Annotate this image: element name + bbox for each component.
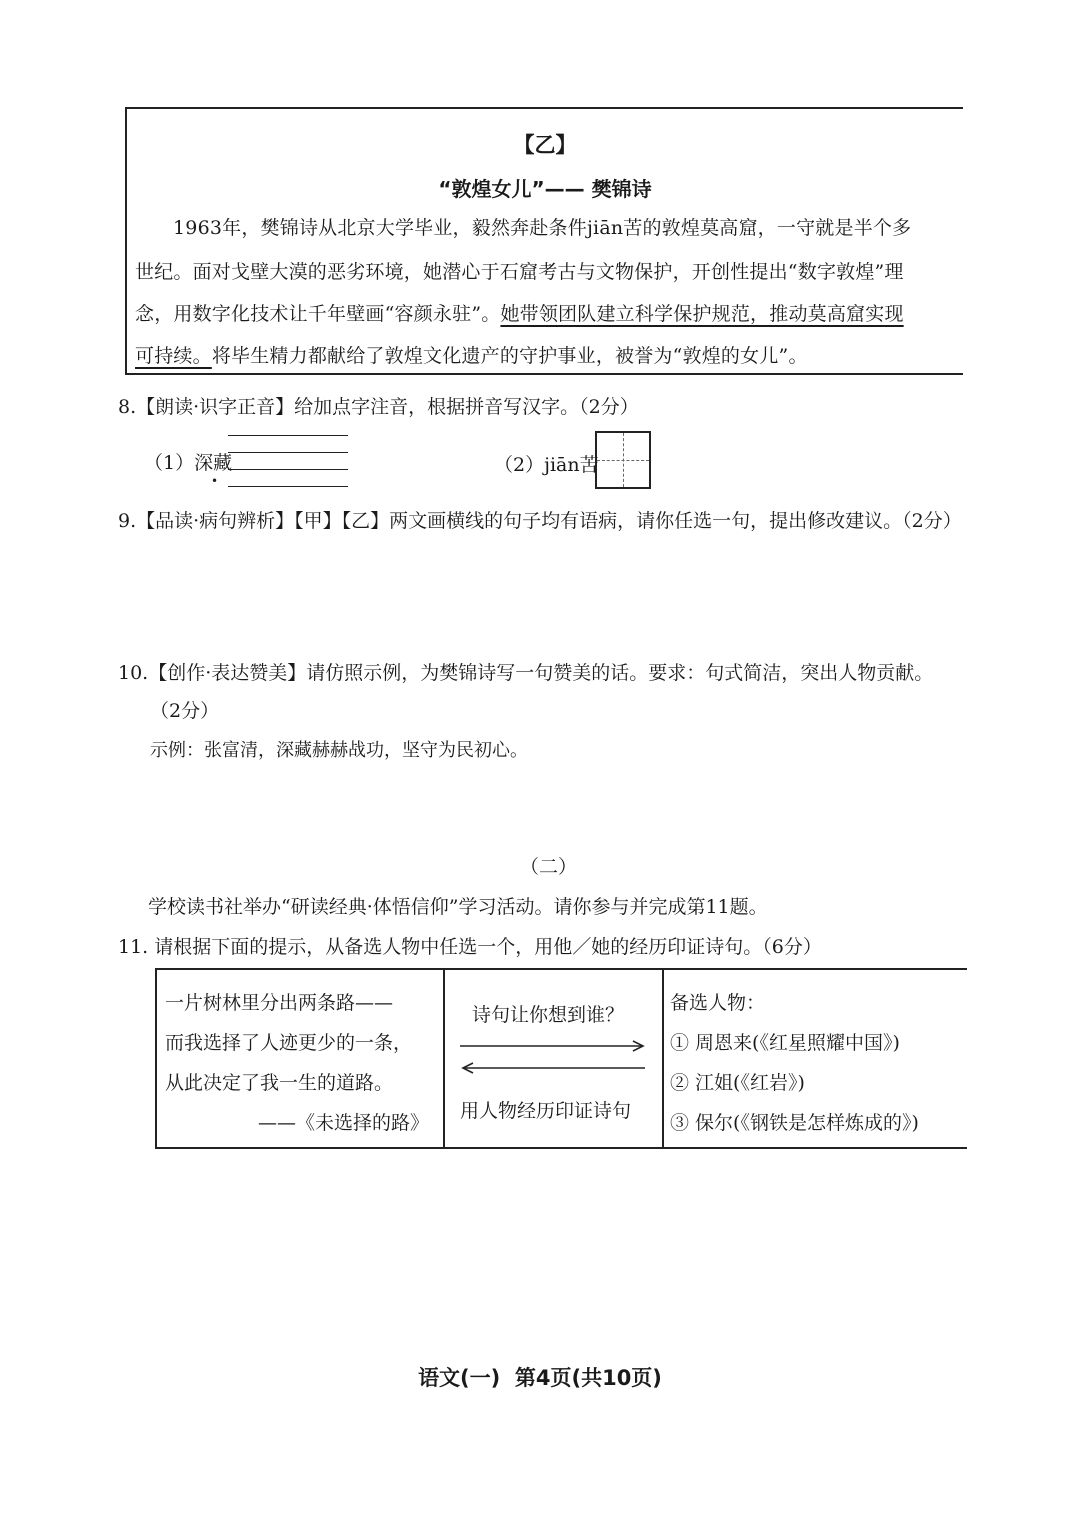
double-arrow-icon	[455, 1038, 650, 1078]
underlined-sentence-part1: 她带领团队建立科学保护规范，推动莫高窟实现	[500, 303, 904, 325]
section-heading: （二）	[520, 856, 578, 878]
question-8: 8.【朗读·识字正音】给加点字注音，根据拼音写汉字。（2分）	[118, 396, 639, 418]
passage-label: 【乙】	[513, 133, 577, 157]
character-writing-box[interactable]	[595, 431, 651, 489]
emphasis-dot: •	[211, 474, 219, 488]
page-footer: 语文(一) 第4页(共10页)	[418, 1366, 662, 1390]
arrow-bottom-label: 用人物经历印证诗句	[460, 1100, 632, 1122]
passage-box	[125, 107, 963, 375]
table-divider-1	[443, 968, 445, 1149]
answer-line-1c[interactable]	[228, 469, 348, 470]
passage-line-4-text: 将毕生精力都献给了敦煌文化遗产的守护事业，被誉为“敦煌的女儿”。	[211, 345, 808, 367]
poem-source: ——《未选择的路》	[258, 1112, 430, 1134]
passage-line-4	[135, 341, 808, 368]
q8-item-1: （1）深藏	[144, 452, 233, 474]
answer-line-1b[interactable]	[228, 452, 348, 453]
passage-line-3	[135, 299, 904, 326]
candidate-2: ② 江姐(《红岩》)	[670, 1072, 805, 1094]
passage-line-2: 世纪。面对戈壁大漠的恶劣环境，她潜心于石窟考古与文物保护，开创性提出“数字敦煌”理	[135, 261, 904, 283]
question-9: 9.【品读·病句辨析】【甲】【乙】两文画横线的句子均有语病，请你任选一句，提出修改建议。（2分）	[118, 510, 962, 532]
q8-item-2: （2）jiān苦	[494, 454, 599, 476]
question-10: 10.【创作·表达赞美】请仿照示例，为樊锦诗写一句赞美的话。要求：句式简洁，突出人物贡献。	[118, 662, 934, 684]
q10-score: （2分）	[150, 700, 220, 722]
underlined-sentence-part2: 可持续。	[135, 345, 212, 367]
q10-example: 示例：张富清，深藏赫赫战功，坚守为民初心。	[150, 740, 528, 761]
poem-line-3: 从此决定了我一生的道路。	[165, 1072, 394, 1094]
answer-line-1d[interactable]	[228, 486, 348, 487]
poem-line-2: 而我选择了人迹更少的一条，	[165, 1032, 413, 1054]
candidate-1: ① 周恩来(《红星照耀中国》)	[670, 1032, 900, 1054]
candidate-3: ③ 保尔(《钢铁是怎样炼成的》)	[670, 1112, 919, 1134]
question-11: 11. 请根据下面的提示，从备选人物中任选一个，用他／她的经历印证诗句。（6分）	[118, 936, 822, 958]
arrow-top-label: 诗句让你想到谁？	[472, 1004, 625, 1026]
answer-line-1a[interactable]	[228, 435, 348, 436]
passage-title: “敦煌女儿”—— 樊锦诗	[438, 177, 652, 201]
passage-line-3-text: 念，用数字化技术让千年壁画“容颜永驻”。	[135, 303, 501, 325]
section-intro: 学校读书社举办“研读经典·体悟信仰”学习活动。请你参与并完成第11题。	[148, 896, 768, 918]
table-divider-2	[662, 968, 664, 1149]
candidates-label: 备选人物：	[670, 992, 766, 1014]
poem-line-1: 一片树林里分出两条路——	[165, 992, 394, 1014]
passage-line-1: 1963年，樊锦诗从北京大学毕业，毅然奔赴条件jiān苦的敦煌莫高窟，一守就是半个多	[173, 217, 912, 239]
